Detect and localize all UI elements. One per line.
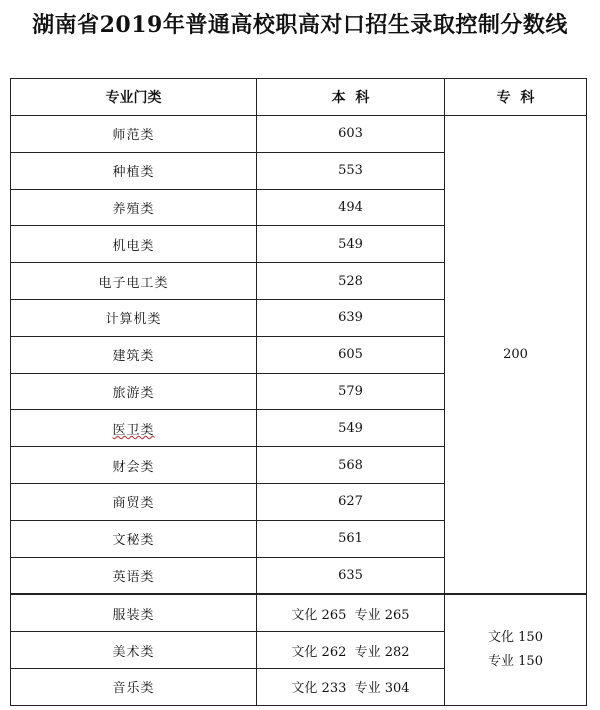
college-score-cell-general: 200 <box>445 116 587 595</box>
undergrad-score-cell: 639 <box>257 299 445 336</box>
college-arts-major-score: 专业 150 <box>488 654 543 670</box>
undergrad-score-cell: 文化 262 专业 282 <box>257 632 445 669</box>
undergrad-score-cell: 文化 233 专业 304 <box>257 668 445 705</box>
category-cell: 美术类 <box>11 632 257 669</box>
page-title: 湖南省2019年普通高校职高对口招生录取控制分数线 <box>32 12 568 38</box>
category-cell: 财会类 <box>11 447 257 484</box>
undergrad-score-cell: 579 <box>257 373 445 410</box>
category-cell: 旅游类 <box>11 373 257 410</box>
table-header-row <box>11 79 587 116</box>
category-cell: 文秘类 <box>11 520 257 557</box>
category-cell: 养殖类 <box>11 189 257 226</box>
category-cell: 种植类 <box>11 152 257 189</box>
college-arts-culture-score: 文化 150 <box>488 630 543 646</box>
category-cell: 商贸类 <box>11 483 257 520</box>
category-cell: 建筑类 <box>11 336 257 373</box>
category-cell: 音乐类 <box>11 668 257 705</box>
header-college: 专 科 <box>445 79 587 116</box>
undergrad-score-cell: 627 <box>257 483 445 520</box>
undergrad-score-cell: 568 <box>257 447 445 484</box>
category-cell <box>11 410 257 447</box>
category-cell: 服装类 <box>11 594 257 631</box>
undergrad-score-cell: 553 <box>257 152 445 189</box>
undergrad-score-cell: 549 <box>257 410 445 447</box>
category-cell: 电子电工类 <box>11 263 257 300</box>
category-cell: 英语类 <box>11 557 257 594</box>
category-label: 医卫类 <box>112 422 155 438</box>
table-row <box>11 594 587 631</box>
undergrad-score-cell: 635 <box>257 557 445 594</box>
header-category: 专业门类 <box>11 79 257 116</box>
undergrad-score-cell: 528 <box>257 263 445 300</box>
header-undergrad: 本 科 <box>257 79 445 116</box>
undergrad-score-cell: 549 <box>257 226 445 263</box>
score-table <box>10 78 587 706</box>
undergrad-score-cell: 603 <box>257 116 445 153</box>
undergrad-score-cell: 494 <box>257 189 445 226</box>
undergrad-score-cell: 文化 265 专业 265 <box>257 594 445 631</box>
table-row <box>11 116 587 153</box>
undergrad-score-cell: 605 <box>257 336 445 373</box>
category-cell: 机电类 <box>11 226 257 263</box>
category-cell: 师范类 <box>11 116 257 153</box>
college-score-cell-arts <box>445 594 587 705</box>
undergrad-score-cell: 561 <box>257 520 445 557</box>
category-cell: 计算机类 <box>11 299 257 336</box>
